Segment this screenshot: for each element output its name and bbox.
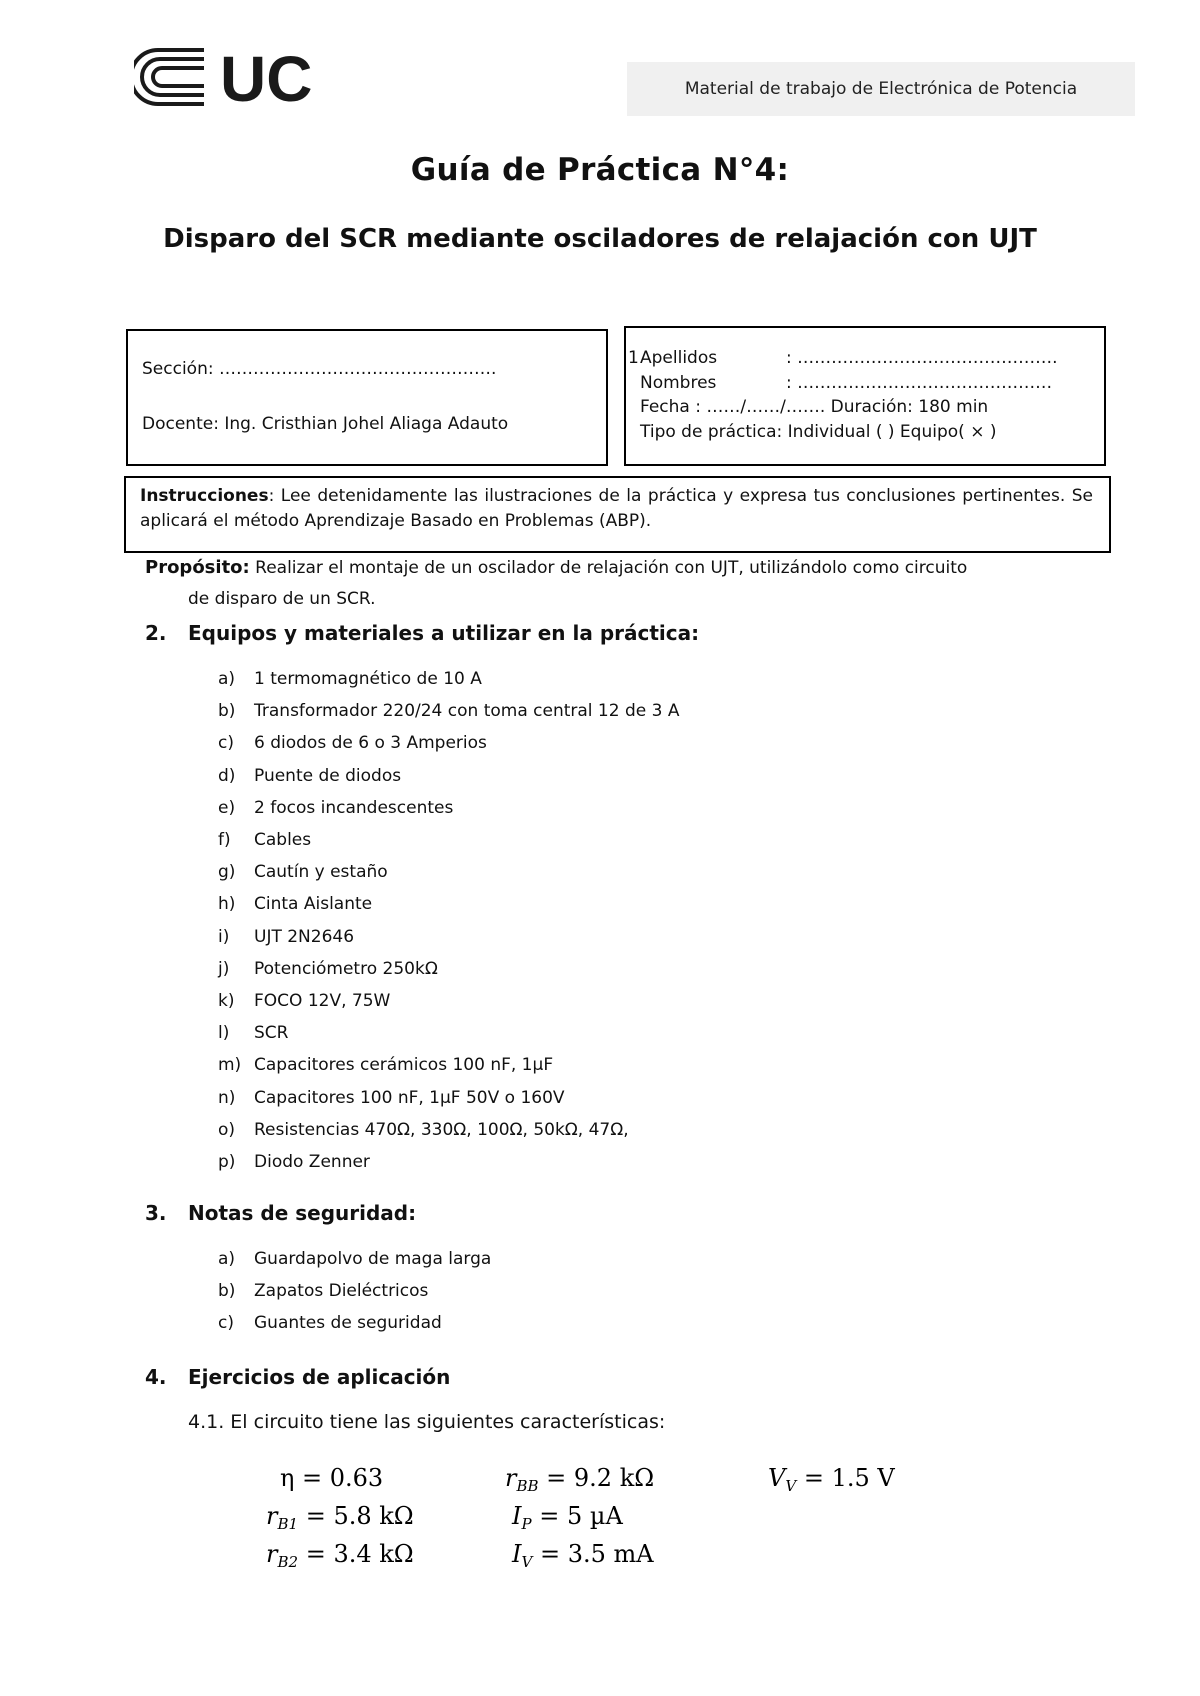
seccion-field: Sección: …………………………………………. [142, 359, 497, 379]
list-item-text: Diodo Zenner [254, 1152, 370, 1172]
apellidos-field: : ………………………………………. [786, 348, 1058, 368]
proposito-line1 [145, 557, 967, 578]
list-item-letter: o) [218, 1119, 236, 1140]
list-item-text: Capacitores 100 nF, 1µF 50V o 160V [254, 1087, 565, 1108]
list-item-letter: g) [218, 862, 236, 883]
list-item-letter: h) [218, 894, 236, 915]
list-item-letter: b) [218, 1281, 236, 1301]
list-item-text: 6 diodos de 6 o 3 Amperios [254, 733, 487, 754]
list-item-text: UJT 2N2646 [254, 926, 355, 947]
list-item-letter: c) [218, 1313, 234, 1333]
list-item-letter: b) [218, 701, 236, 722]
list-item-text: SCR [254, 1023, 289, 1044]
list-item-letter: j) [218, 958, 230, 979]
tipo-practica-field: Tipo de práctica: Individual ( ) Equipo( × ) [640, 422, 997, 442]
param-vv-value: = 1.5 V [803, 1464, 895, 1492]
list-item-letter: c) [218, 733, 234, 754]
param-iv-value: = 3.5 mA [539, 1540, 654, 1568]
exercise-intro: 4.1. El circuito tiene las siguientes características: [188, 1411, 666, 1433]
nombres-label: Nombres [640, 373, 717, 393]
instructions-label: Instrucciones [140, 486, 269, 506]
list-item-text: Guardapolvo de maga larga [254, 1249, 492, 1269]
section-4-number: 4. [145, 1365, 167, 1389]
list-item-text: Puente de diodos [254, 765, 402, 786]
header-material-box [627, 62, 1135, 116]
list-item-text: Potenciómetro 250kΩ [254, 958, 438, 979]
list-item-letter: m) [218, 1055, 242, 1076]
list-item-letter: l) [218, 1023, 230, 1044]
list-item-text: Zapatos Dieléctricos [254, 1281, 429, 1301]
param-eta-value: = 0.63 [302, 1464, 384, 1492]
section-3-number: 3. [145, 1201, 167, 1225]
list-item-letter: p) [218, 1152, 236, 1172]
section-3-title: Notas de seguridad: [188, 1201, 417, 1225]
apellidos-label: Apellidos [640, 348, 718, 368]
list-item-letter: n) [218, 1087, 236, 1108]
param-rb1-value: = 5.8 kΩ [305, 1502, 414, 1530]
list-item-letter: f) [218, 830, 231, 850]
param-rb2-value: = 3.4 kΩ [305, 1540, 414, 1568]
list-item-text: Resistencias 470Ω, 330Ω, 100Ω, 50kΩ, 47Ω, [254, 1119, 629, 1140]
page-subtitle: Disparo del SCR mediante osciladores de relajación con UJT [163, 224, 1037, 254]
param-rb2: $r_{B2} = 3.4$ kΩ [266, 1540, 414, 1571]
info-box-right [624, 326, 1106, 466]
list-item-letter: i) [218, 926, 230, 947]
nombres-field: : ……………………………………… [786, 373, 1053, 393]
section-2-title: Equipos y materiales a utilizar en la práctica: [188, 621, 700, 645]
param-rb1: $r_{B1} = 5.8$ kΩ [266, 1502, 414, 1533]
fecha-field: Fecha : ……/……/……. Duración: 180 min [640, 397, 989, 417]
param-ip-value: = 5 µA [539, 1502, 623, 1530]
instructions-box [124, 476, 1111, 553]
list-item-text: Cinta Aislante [254, 894, 373, 915]
instructions-body: : Lee detenidamente las ilustraciones de la práctica y expresa tus conclusiones pertinentes. Se aplicará el método Aprendizaje Basado en Problemas (ABP). [140, 486, 1093, 531]
param-iv: $I_V = 3.5$ mA [512, 1540, 654, 1571]
list-item-letter: k) [218, 991, 235, 1011]
list-item-text: 2 focos incandescentes [254, 797, 454, 818]
list-item-text: Cautín y estaño [254, 862, 388, 883]
param-eta: η = 0.63 [280, 1464, 384, 1492]
proposito-text-1: Realizar el montaje de un oscilador de relajación con UJT, utilizándolo como circuito [249, 558, 968, 578]
param-vv: $V_V = 1.5$ V [768, 1464, 895, 1495]
list-item-letter: e) [218, 797, 236, 818]
header-material-text: Material de trabajo de Electrónica de Potencia [684, 79, 1078, 99]
list-item-text: Guantes de seguridad [254, 1313, 442, 1333]
section-4-title: Ejercicios de aplicación [188, 1365, 451, 1389]
docente-field: Docente: Ing. Cristhian Johel Aliaga Adauto [142, 414, 509, 434]
list-item-text: Cables [254, 830, 312, 850]
list-item-text: 1 termomagnético de 10 A [254, 669, 482, 689]
logo-text: UC [220, 46, 313, 108]
list-item-letter: d) [218, 765, 236, 786]
instructions-text [140, 484, 1093, 534]
list-item-text: Transformador 220/24 con toma central 12 de 3 A [254, 701, 680, 722]
page-title: Guía de Práctica N°4: [410, 152, 790, 188]
list-item-text: FOCO 12V, 75W [254, 991, 391, 1011]
param-ip: $I_P = 5$ µA [512, 1502, 623, 1533]
info-number: 1 [628, 348, 639, 368]
uc-logo [134, 46, 334, 108]
param-rbb-value: = 9.2 kΩ [546, 1464, 655, 1492]
list-item-letter: a) [218, 1249, 236, 1269]
list-item-letter: a) [218, 669, 236, 689]
proposito-text-2: de disparo de un SCR. [188, 589, 376, 609]
info-box-left [126, 329, 608, 466]
proposito-label: Propósito: [145, 557, 250, 578]
param-rbb: $r_{BB} = 9.2$ kΩ [505, 1464, 655, 1495]
section-2-number: 2. [145, 621, 167, 645]
list-item-text: Capacitores cerámicos 100 nF, 1µF [254, 1055, 554, 1076]
